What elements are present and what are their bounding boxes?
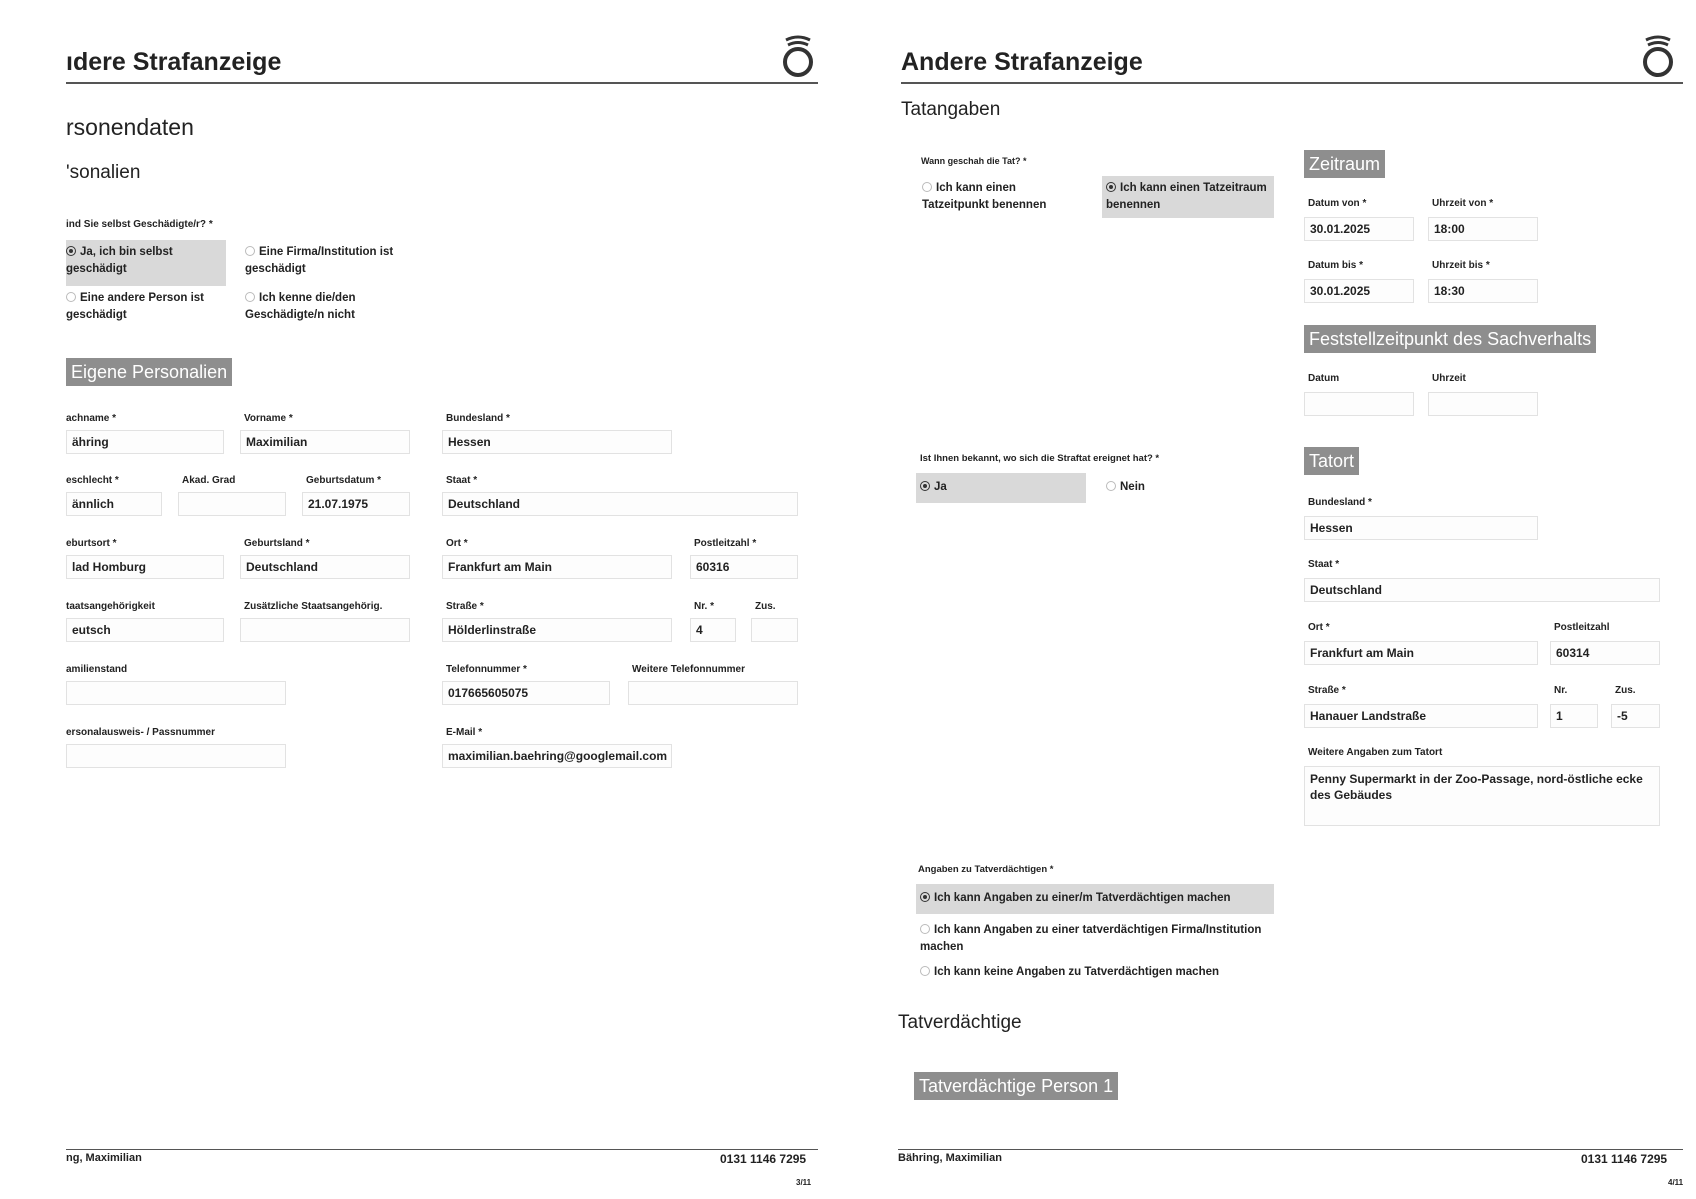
police-logo-icon [1640, 34, 1676, 78]
question-tatverdaechtige: Angaben zu Tatverdächtigen * [918, 864, 1054, 875]
option-tatzeitraum[interactable]: Ich kann einen Tatzeitraum benennen [1102, 176, 1274, 218]
zusaetzliche-staatsangehoerigkeit-field[interactable] [240, 618, 410, 642]
option-angaben-person[interactable]: Ich kann Angaben zu einer/m Tatverdächtigen machen [916, 884, 1274, 914]
label-ausweisnummer: ersonalausweis- / Passnummer [66, 727, 215, 738]
label-geburtsdatum: Geburtsdatum * [306, 475, 382, 486]
option-andere-person[interactable]: Eine andere Person ist geschädigt [66, 292, 204, 321]
label-tatort-staat: Staat * [1308, 559, 1340, 570]
document-page-right [848, 0, 1696, 1199]
tatort-ort-field[interactable]: Frankfurt am Main [1304, 641, 1538, 665]
label-staat: Staat * [446, 475, 478, 486]
uhrzeit-bis-field[interactable]: 18:30 [1428, 279, 1538, 303]
option-firma-geschaedigt[interactable]: Eine Firma/Institution ist geschädigt [245, 246, 394, 275]
radio-selected-icon [1106, 182, 1116, 192]
label-datum-von: Datum von * [1308, 198, 1367, 209]
header-rule [66, 82, 818, 84]
uhrzeit-von-field[interactable]: 18:00 [1428, 217, 1538, 241]
radio-selected-icon [920, 481, 930, 491]
label-akad-grad: Akad. Grad [182, 475, 236, 486]
radio-unselected-icon [920, 924, 930, 934]
section-title: rsonendaten [66, 114, 194, 140]
weitere-telefonnummer-field[interactable] [628, 681, 798, 705]
bundesland-field[interactable]: Hessen [442, 430, 672, 454]
tatort-postleitzahl-field[interactable]: 60314 [1550, 641, 1660, 665]
label-tatort-ort: Ort * [1308, 622, 1330, 633]
tatort-staat-field[interactable]: Deutschland [1304, 578, 1660, 602]
email-field[interactable]: maximilian.baehring@googlemail.com [442, 744, 672, 768]
question-wo: Ist Ihnen bekannt, wo sich die Straftat ereignet hat? * [920, 453, 1160, 464]
footer-name: Bähring, Maximilian [898, 1152, 1002, 1164]
label-staatsangehoerigkeit: taatsangehörigkeit [66, 601, 155, 612]
label-telefonnummer: Telefonnummer * [446, 664, 527, 675]
label-tatort-strasse: Straße * [1308, 685, 1346, 696]
label-geburtsort: eburtsort * [66, 538, 117, 549]
datum-field[interactable] [1304, 392, 1414, 416]
option-unbekannt[interactable]: Ich kenne die/den Geschädigte/n nicht [245, 292, 356, 321]
tatort-bundesland-field[interactable]: Hessen [1304, 516, 1538, 540]
tatverdaechtige-title: Tatverdächtige [898, 1012, 1022, 1033]
label-uhrzeit-von: Uhrzeit von * [1432, 198, 1494, 209]
question-wann: Wann geschah die Tat? * [921, 156, 1027, 166]
label-tatort-postleitzahl: Postleitzahl [1554, 622, 1610, 633]
label-strasse: Straße * [446, 601, 484, 612]
uhrzeit-field[interactable] [1428, 392, 1538, 416]
weitere-angaben-textarea[interactable]: Penny Supermarkt in der Zoo-Passage, nord-östliche ecke des Gebäudes [1304, 766, 1660, 826]
label-email: E-Mail * [446, 727, 483, 738]
label-zusaetzliche-staatsangehoerigkeit: Zusätzliche Staatsangehörig. [244, 601, 383, 612]
tatort-strasse-field[interactable]: Hanauer Landstraße [1304, 704, 1538, 728]
label-postleitzahl: Postleitzahl * [694, 538, 757, 549]
document-page-left [0, 0, 840, 1199]
radio-unselected-icon [245, 292, 255, 302]
page-number: 3/11 [796, 1178, 812, 1187]
label-bundesland: Bundesland * [446, 413, 510, 424]
page-header-title: Andere Strafanzeige [901, 48, 1143, 76]
section-bar-eigene-personalien: Eigene Personalien [66, 358, 232, 386]
label-weitere-angaben: Weitere Angaben zum Tatort [1308, 747, 1443, 758]
label-uhrzeit-bis: Uhrzeit bis * [1432, 260, 1490, 271]
radio-unselected-icon [920, 966, 930, 976]
label-tatort-zus: Zus. [1615, 685, 1636, 696]
ort-field[interactable]: Frankfurt am Main [442, 555, 672, 579]
geburtsland-field[interactable]: Deutschland [240, 555, 410, 579]
radio-selected-icon [920, 892, 930, 902]
option-ort-nein[interactable]: Nein [1106, 479, 1186, 496]
police-logo-icon [780, 34, 816, 78]
section-bar-person-1: Tatverdächtige Person 1 [914, 1072, 1118, 1100]
question-geschaedigt: ind Sie selbst Geschädigte/r? * [66, 219, 213, 230]
akad-grad-field[interactable] [178, 492, 286, 516]
tatort-zus-field[interactable]: -5 [1611, 704, 1660, 728]
footer-name: ng, Maximilian [66, 1152, 142, 1164]
footer-number: 0131 1146 7295 [720, 1152, 807, 1166]
telefonnummer-field[interactable]: 017665605075 [442, 681, 610, 705]
label-vorname: Vorname * [244, 413, 293, 424]
postleitzahl-field[interactable]: 60316 [690, 555, 798, 579]
ausweisnummer-field[interactable] [66, 744, 286, 768]
datum-von-field[interactable]: 30.01.2025 [1304, 217, 1414, 241]
label-datum-bis: Datum bis * [1308, 260, 1364, 271]
staatsangehoerigkeit-field[interactable]: eutsch [66, 618, 224, 642]
label-weitere-telefonnummer: Weitere Telefonnummer [632, 664, 745, 675]
geburtsdatum-field[interactable]: 21.07.1975 [302, 492, 410, 516]
label-nachname: achname * [66, 413, 117, 424]
label-uhrzeit: Uhrzeit [1432, 373, 1466, 384]
familienstand-field[interactable] [66, 681, 286, 705]
vorname-field[interactable]: Maximilian [240, 430, 410, 454]
label-nr: Nr. * [694, 601, 715, 612]
geschlecht-field[interactable]: ännlich [66, 492, 162, 516]
radio-unselected-icon [922, 182, 932, 192]
footer-rule [898, 1149, 1683, 1150]
section-bar-tatort: Tatort [1304, 447, 1359, 475]
label-tatort-bundesland: Bundesland * [1308, 497, 1372, 508]
staat-field[interactable]: Deutschland [442, 492, 798, 516]
footer-number: 0131 1146 7295 [1581, 1152, 1668, 1166]
option-ort-ja[interactable]: Ja [916, 473, 1086, 503]
option-keine-angaben[interactable]: Ich kann keine Angaben zu Tatverdächtigen machen [920, 964, 1274, 981]
radio-unselected-icon [245, 246, 255, 256]
label-datum: Datum [1308, 373, 1340, 384]
datum-bis-field[interactable]: 30.01.2025 [1304, 279, 1414, 303]
label-geburtsland: Geburtsland * [244, 538, 310, 549]
section-bar-zeitraum: Zeitraum [1304, 150, 1385, 178]
page-header-title: ıdere Strafanzeige [66, 48, 282, 76]
option-angaben-firma[interactable]: Ich kann Angaben zu einer tatverdächtigen Firma/Institution machen [920, 924, 1262, 953]
subsection-title: 'sonalien [66, 162, 141, 183]
header-rule [901, 82, 1683, 84]
label-zus: Zus. [755, 601, 776, 612]
option-selbst-geschaedigt[interactable]: Ja, ich bin selbst geschädigt [66, 240, 226, 286]
tatort-nr-field[interactable]: 1 [1550, 704, 1598, 728]
geburtsort-field[interactable]: lad Homburg [66, 555, 224, 579]
label-ort: Ort * [446, 538, 468, 549]
strasse-field[interactable]: Hölderlinstraße [442, 618, 672, 642]
radio-unselected-icon [66, 292, 76, 302]
label-tatort-nr: Nr. [1554, 685, 1568, 696]
nachname-field[interactable]: ähring [66, 430, 224, 454]
nr-field[interactable]: 4 [690, 618, 736, 642]
radio-selected-icon [66, 246, 76, 256]
page-number: 4/11 [1668, 1178, 1684, 1187]
section-title: Tatangaben [901, 99, 1001, 120]
zus-field[interactable] [751, 618, 798, 642]
footer-rule [66, 1149, 818, 1150]
radio-unselected-icon [1106, 481, 1116, 491]
label-geschlecht: eschlecht * [66, 475, 119, 486]
label-familienstand: amilienstand [66, 664, 128, 675]
section-bar-feststellzeitpunkt: Feststellzeitpunkt des Sachverhalts [1304, 325, 1596, 353]
option-tatzeitpunkt[interactable]: Ich kann einen Tatzeitpunkt benennen [922, 182, 1047, 211]
